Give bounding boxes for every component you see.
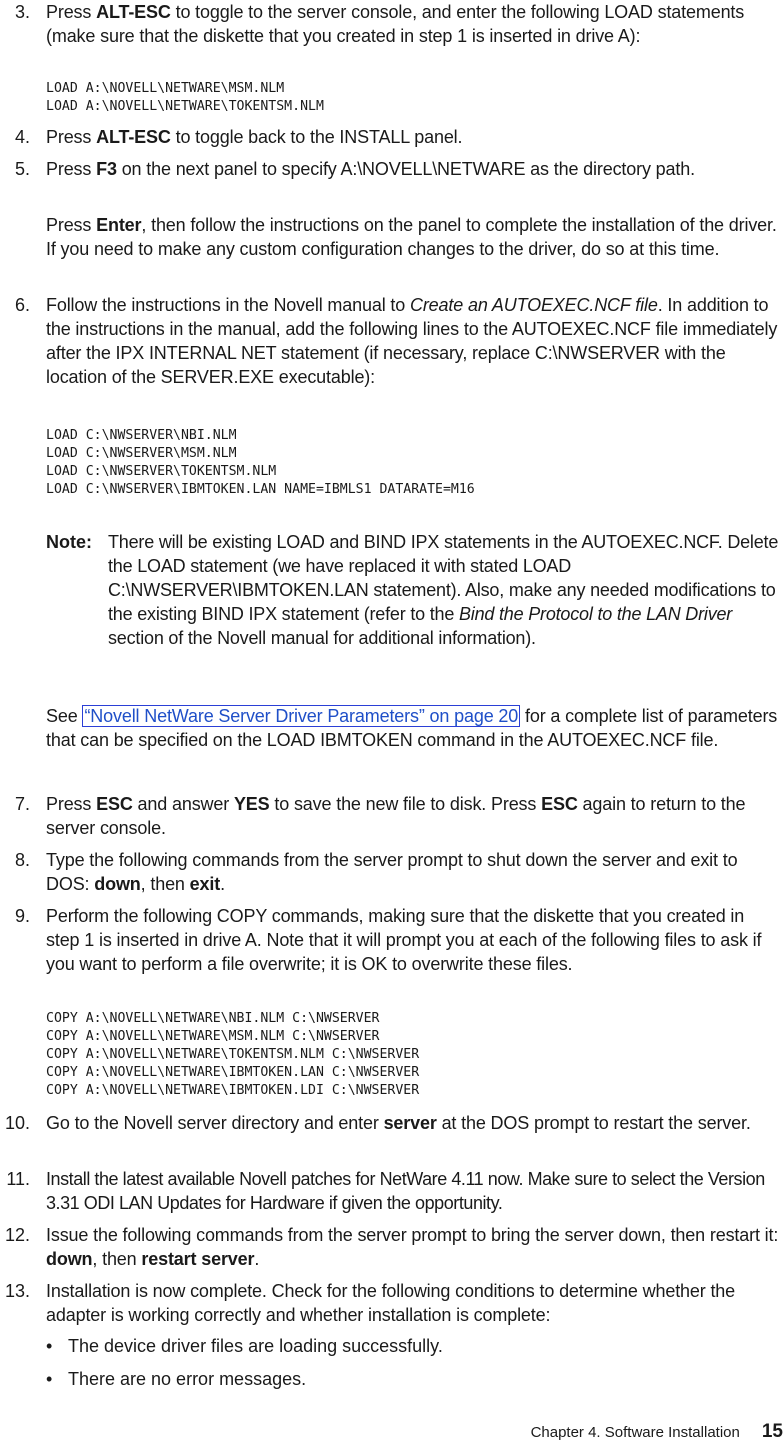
step-number: 7. [14, 794, 30, 814]
bullet-icon: • [46, 1336, 53, 1356]
step-9-text: Perform the following COPY commands, making sure that the diskette that you created in step 1 is inserted in drive A. Note that it will prompt you at each of the following files to ask if you want to perform a file overwrite; it is OK to overwrite these files. [46, 906, 762, 974]
code-block [46, 427, 475, 499]
key-name: F3 [96, 159, 117, 179]
step-number: 11. [6, 1169, 30, 1189]
code-line: LOAD A:\NOVELL\NETWARE\TOKENTSM.NLM [46, 99, 324, 114]
code-line: LOAD C:\NWSERVER\TOKENTSM.NLM [46, 464, 277, 479]
step-number: 13. [4, 1281, 30, 1301]
code-line: COPY A:\NOVELL\NETWARE\NBI.NLM C:\NWSERVER [46, 1011, 380, 1026]
manual-section-title: Bind the Protocol to the LAN Driver [458, 604, 733, 624]
note-label: Note: [46, 532, 92, 552]
see-also-paragraph: See “Novell NetWare Server Driver Parameters” on page 20 for a complete list of parameters that can be specified on the LOAD IBMTOKEN command in the AUTOEXEC.NCF file. [46, 706, 778, 750]
list-item: There are no error messages. [68, 1369, 307, 1389]
step-3-text: Press ALT-ESC to toggle to the server console, and enter the following LOAD statements (make sure that the diskette that you created in step 1 is inserted in drive A): [46, 2, 745, 46]
code-line: COPY A:\NOVELL\NETWARE\IBMTOKEN.LAN C:\NWSERVER [46, 1065, 420, 1080]
code-line: LOAD A:\NOVELL\NETWARE\MSM.NLM [46, 81, 285, 96]
code-line: COPY A:\NOVELL\NETWARE\IBMTOKEN.LDI C:\NWSERVER [46, 1083, 420, 1098]
page-number: 15 [761, 1421, 783, 1442]
key-name: ALT-ESC [96, 127, 171, 147]
code-line: COPY A:\NOVELL\NETWARE\TOKENTSM.NLM C:\NWSERVER [46, 1047, 420, 1062]
step-13-text: Installation is now complete. Check for the following conditions to determine whether the adapter is working correctly and whether installation is complete: [46, 1281, 736, 1325]
step-number: 8. [14, 850, 30, 870]
step-12-text: Issue the following commands from the server prompt to bring the server down, then restart it: down, then restart server. [46, 1225, 779, 1269]
step-11-text: Install the latest available Novell patches for NetWare 4.11 now. Make sure to select the Version 3.31 ODI LAN Updates for Hardware if given the opportunity. [46, 1169, 765, 1213]
code-block [46, 1010, 419, 1100]
chapter-title: Chapter 4. Software Installation [530, 1424, 740, 1441]
step-number: 3. [14, 2, 30, 22]
bullet-icon: • [46, 1369, 53, 1389]
step-6-text: Follow the instructions in the Novell manual to Create an AUTOEXEC.NCF file. In addition to the instructions in the manual, add the following lines to the AUTOEXEC.NCF file immediately after the IPX INTERNAL NET statement (if necessary, replace C:\NWSERVER with the location of the SERVER.EXE executable): [46, 295, 778, 387]
step-number: 6. [14, 295, 30, 315]
step-number: 10. [4, 1113, 30, 1133]
step-7-text: Press ESC and answer YES to save the new file to disk. Press ESC again to return to the server console. [46, 794, 746, 838]
step-8-text: Type the following commands from the server prompt to shut down the server and exit to DOS: down, then exit. [46, 850, 738, 894]
key-name: ALT-ESC [96, 2, 171, 22]
step-4-text: Press ALT-ESC to toggle back to the INSTALL panel. [46, 127, 463, 147]
step-number: 4. [14, 127, 30, 147]
code-line: COPY A:\NOVELL\NETWARE\MSM.NLM C:\NWSERVER [46, 1029, 380, 1044]
code-line: LOAD C:\NWSERVER\NBI.NLM [46, 428, 237, 443]
manual-section-title: Create an AUTOEXEC.NCF file [409, 295, 658, 315]
step-5-text: Press F3 on the next panel to specify A:\NOVELL\NETWARE as the directory path. [46, 159, 695, 179]
cross-reference-link[interactable]: “Novell NetWare Server Driver Parameters” on page 20 [84, 706, 519, 726]
code-line: LOAD C:\NWSERVER\MSM.NLM [46, 446, 237, 461]
list-item: The device driver files are loading successfully. [68, 1336, 443, 1356]
code-line: LOAD C:\NWSERVER\IBMTOKEN.LAN NAME=IBMLS1 DATARATE=M16 [46, 482, 475, 497]
step-number: 5. [14, 159, 30, 179]
code-block [46, 80, 324, 116]
step-number: 9. [14, 906, 30, 926]
note-body: There will be existing LOAD and BIND IPX statements in the AUTOEXEC.NCF. Delete the LOAD statement (we have replaced it with stated LOAD C:\NWSERVER\IBMTOKEN.LAN statement). Also, make any needed modifications to the existing BIND IPX statement (refer to the Bind the Protocol to the LAN Driver section of the Novell manual for additional information). [108, 532, 779, 648]
key-name: Enter [96, 215, 142, 235]
step-5-para-2: Press Enter, then follow the instructions on the panel to complete the installation of the driver. If you need to make any custom configuration changes to the driver, do so at this time. [46, 215, 777, 259]
page-footer [531, 1421, 783, 1443]
step-10-text: Go to the Novell server directory and enter server at the DOS prompt to restart the server. [46, 1113, 751, 1133]
step-number: 12. [4, 1225, 30, 1245]
